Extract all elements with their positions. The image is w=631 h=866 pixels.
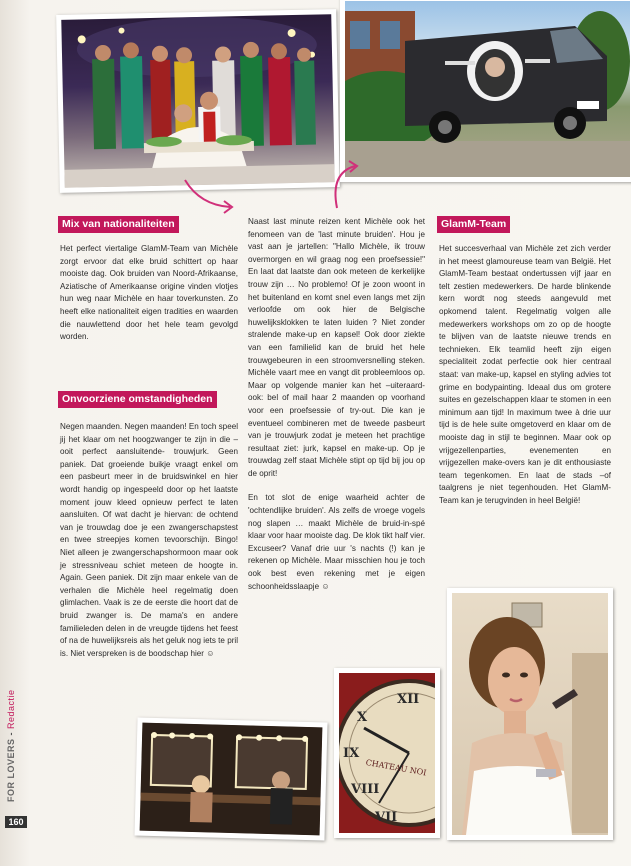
clock-illustration <box>339 673 435 833</box>
magazine-name: FOR LOVERS <box>6 738 16 802</box>
page-number: 160 <box>5 816 27 828</box>
paragraph: Het perfect viertalige GlamM-Team van Michèle zorgt ervoor dat elke bruid schittert op haar mooiste dag. Ook bruiden van Noord-Afrikaanse, Aziatische of Amerikaanse origine vinden vlotjes hun weg naar Michèle en haar toverkunsten. Zo heeft elke nationaliteit eigen tradities en waarden die nauwlettend door het hele team gevolgd worden. <box>60 244 238 342</box>
text-onvoorziene-omstandigheden <box>60 421 238 672</box>
svg-text:X: X <box>357 710 368 725</box>
heading-glamm-team: GlamM-Team <box>437 216 510 233</box>
makeup-studio-photo <box>134 718 327 841</box>
clock-photo <box>334 668 440 838</box>
sidebar-separator: - <box>6 728 16 739</box>
heading-onvoorziene-omstandigheden: Onvoorziene omstandigheden <box>58 391 217 408</box>
wedding-party-photo <box>56 9 340 193</box>
svg-text:VIII: VIII <box>351 782 380 797</box>
text-middle-column <box>248 216 425 605</box>
clock-brand-text: CHATEAU NOI <box>365 757 428 778</box>
sidebar-vertical-label <box>6 632 20 812</box>
wedding-party-illustration <box>61 14 334 188</box>
heading-mix-van-nationaliteiten: Mix van nationaliteiten <box>58 216 179 233</box>
paragraph: Negen maanden. Negen maanden! En toch speel jij het klaar om net hoogzwanger te zijn in die –ooit perfect aansluitende- trouwjurk. Geen paniek. Dat groeiende buikje vraagt enkel om een pasbeurt meer in de bruidswinkel en hier wordt handig op ingespeeld door op het laatste moment jouw kleed opnieuw perfect te laten aansluiten. Of wat dacht je hiervan: de ochtend van je trouwdag doe je een zwangerschapstest en twee streepjes komen tevoorschijn. Bingo! Niet alleen je zwangerschapshormoon maar ook je stressniveau schiet meteen de hoogte in. Again. Geen paniek. Dit zijn maar enkele van de verhalen die Michèle heel regelmatig doen glimlachen. Vaak is ze de eerste die hoort dat de bruid zwanger is. De mama's en andere familieleden delen in de vreugde tijdens het feest of na de huwelijksreis als het geluk nog iets te pril is. Niet verspreken is de boodschap hier ☺ <box>60 422 238 658</box>
paragraph: Het succesverhaal van Michèle zet zich verder in het meest glamoureuse team van België. Het GlamM-Team bestaat ondertussen vijf jaar en telt zestien medewerkers. De harde blinkende kern wordt nog steeds aangevuld met opkomend talent. Regelmatig volgen alle medewerkers workshops om zo op de hoogte te blijven van de laatste nieuwe trends en technieken. Elk teamlid heeft zijn eigen specialiteit zodat perfectie ook hier centraal staat: van make-up, kapsel en styling advies tot grime en bodypainting. Ideaal dus om grotere suites en gezelschappen klaar te stomen in een minimum aan tijd! In maximum twee à drie uur tijd is de hele suite omgetoverd en klaar om de mooiste dag in stijl te beginnen. Maar ook op vrijgezellenparties, evenementen en vrijgezellen make-overs kan je dit enthousiaste team tegenkomen. En laat de stads –of taalgrens je niet tegenhouden. Het GlamM-Team kan je terugvinden in heel België! <box>439 244 611 505</box>
pink-arrow-right <box>315 158 370 213</box>
van-illustration <box>345 1 630 177</box>
paragraph-last-minute: Naast last minute reizen kent Michèle ook het fenomeen van de 'last minute bruiden'. Hou je vast aan je jartellen: "Hallo Michèle, ik trouw overmorgen en wil graag nog een proefsessie!" En laat dat laatste dan ook meteen de kerkelijke trouw zijn … No problemo! Of je zoon woont in het buitenland en komt snel even langs met zijn verloofde om ook hier de Belgische huwelijksklokken te laten luiden ? Niet zonder stralende make-up en kapsel! Ook door ziekte van een familielid kan de bruid het hele trouwgebeuren in een stroomversnelling steken. Michèle vaart mee en vangt dit probleemloos op. Maar op volgende manier kan het –uiteraard- ook: bel of mail haar 2 maanden op voorhand voor een proefsessie of try-out. Die kan je eventueel combineren met de tweede pasbeurt van je trouwjurk zodat je meteen het prachtige resultaat ziet: jurk, kapsel en make-up. Op je trouwdag zelf staat Michèle stipt op tijd bij jou op de oprit! <box>248 217 425 478</box>
section-name: Redactie <box>6 689 16 729</box>
paragraph-ochtendlijke-bruiden: En tot slot de enige waarheid achter de 'ochtendlijke bruiden'. Als zelfs de vroege vogels nog slapen … maakt Michèle de bruid-in-spé klaar voor haar mooiste dag. De klok tikt half vier. Excuseer? Vanaf drie uur 's nachts (!) kan je rekenen op Michèle. Maar misschien hou je toch ook best even rekening met je eigen schoonheidsslaapje ☺ <box>248 493 425 591</box>
bride-photo <box>447 588 613 840</box>
glamm-van-photo <box>340 0 631 182</box>
text-mix-van-nationaliteiten <box>60 243 238 356</box>
studio-illustration <box>140 723 323 836</box>
bride-illustration <box>452 593 608 835</box>
svg-text:VII: VII <box>375 810 398 825</box>
text-glamm-team <box>439 243 611 519</box>
pink-arrow-left <box>180 175 240 220</box>
svg-text:IX: IX <box>343 746 360 761</box>
svg-text:XII: XII <box>397 692 420 707</box>
